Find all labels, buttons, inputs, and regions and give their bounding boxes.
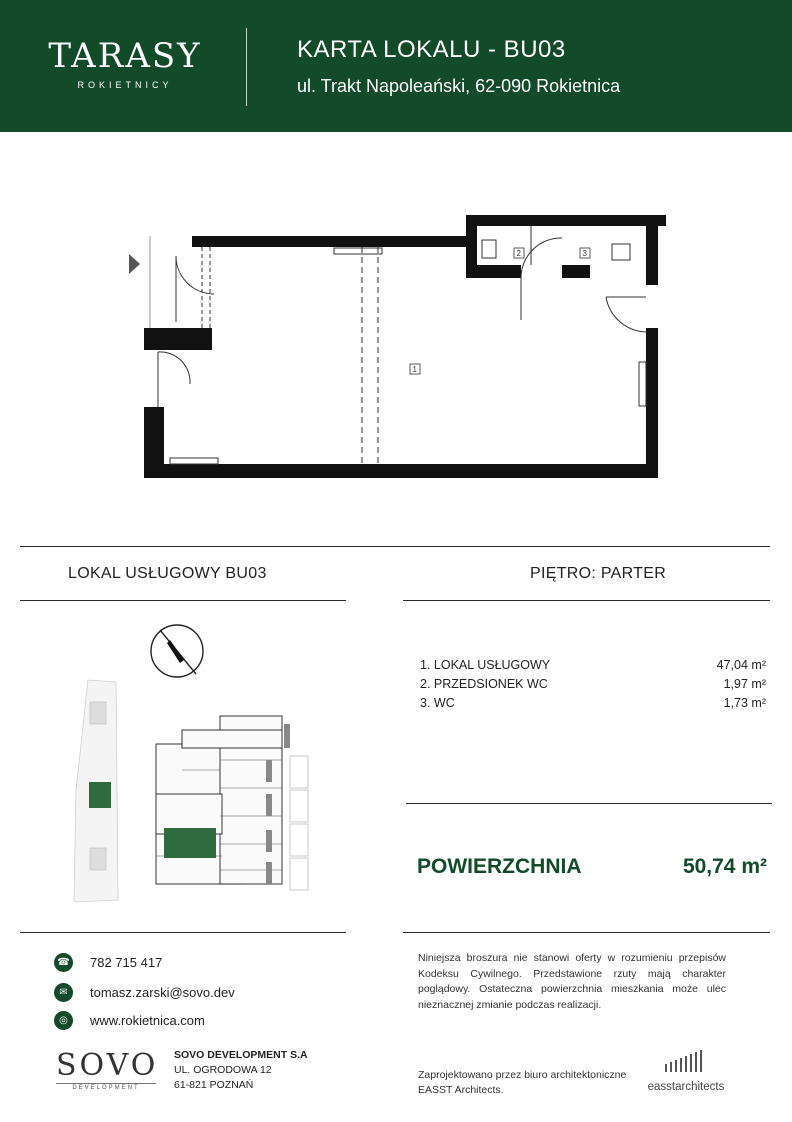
room-area: 47,04 m²: [716, 658, 766, 672]
company-name: SOVO DEVELOPMENT S.A: [174, 1049, 308, 1061]
plan-sink-fixture: [482, 240, 496, 258]
plan-wall-left-lower: [144, 407, 164, 478]
plan-wall-wc-top: [466, 215, 666, 226]
plan-wall-wc-bottom-left: [477, 265, 521, 278]
plan-wall-wc-left: [466, 215, 477, 278]
header-banner: [0, 0, 792, 132]
plan-radiator-bottom: [170, 458, 218, 464]
floor-plan: [126, 212, 666, 487]
globe-icon: ◎: [54, 1011, 73, 1030]
architect-logo-mark: [661, 1050, 711, 1074]
plan-wall-wc-right: [646, 215, 658, 285]
plan-door-arc-right: [606, 297, 646, 332]
plan-room-label-1: 1: [412, 365, 417, 374]
total-label: POWIERZCHNIA: [417, 855, 582, 878]
brand-name: TARASY: [48, 36, 202, 76]
address: ul. Trakt Napoleański, 62-090 Rokietnica: [297, 76, 621, 96]
plan-wall-wc-bottom-middle: [562, 265, 590, 278]
header-divider: [246, 28, 247, 106]
section-divider-left: [20, 600, 346, 601]
developer-logo-sub: DEVELOPMENT: [56, 1083, 156, 1091]
plan-door-arc-wc-vestibule: [521, 238, 562, 278]
disclaimer-text: Niniejsza broszura nie stanowi oferty w rozumieniu przepisów Kodeksu Cywilnego. Przedstawione rzuty mają charakter poglądowy. Ostateczna powierzchnia mieszkania może ulec nieznacznej zmianie podczas realizacji.: [418, 952, 726, 1011]
developer-address: [174, 1048, 308, 1093]
developer-logo-name: SOVO: [56, 1048, 159, 1083]
architect-logo-text: easstarchitects: [647, 1081, 725, 1093]
room-area: 1,97 m²: [723, 677, 766, 691]
plan-room-label-3: 3: [582, 249, 587, 258]
company-street: UL. OGRODOWA 12: [174, 1064, 272, 1076]
plan-radiator-right: [639, 362, 646, 406]
plan-door-arc-entrance: [176, 256, 214, 294]
list-item: [420, 656, 766, 675]
page-title: KARTA LOKALU - BU03: [297, 36, 566, 63]
room-list: [420, 656, 766, 713]
plan-wall-bottom: [144, 464, 658, 478]
plan-wall-right: [646, 328, 658, 478]
site-plan: [60, 670, 310, 920]
room-area: 1,73 m²: [723, 696, 766, 710]
list-item: [420, 694, 766, 713]
unit-floor: PIĘTRO: PARTER: [530, 565, 667, 582]
contact-divider-left: [20, 932, 346, 933]
plan-wall-top: [192, 236, 474, 247]
plan-room-label-2: 2: [516, 249, 521, 258]
list-item: [420, 675, 766, 694]
plan-toilet-fixture: [612, 244, 630, 260]
plan-wall-vestibule: [144, 328, 212, 350]
plan-radiator-top: [334, 248, 382, 254]
site-highlight-building: [89, 782, 111, 808]
phone-icon: ☎: [54, 953, 73, 972]
brand-logo: [40, 36, 210, 90]
site-highlight-unit: [164, 828, 216, 858]
envelope-icon: ✉: [54, 983, 73, 1002]
architect-note: Zaprojektowano przez biuro architektoniczne EASST Architects.: [418, 1069, 627, 1096]
website-link[interactable]: www.rokietnica.com: [90, 1013, 205, 1028]
contact-website[interactable]: [54, 1011, 205, 1030]
section-divider-right: [403, 600, 770, 601]
phone-number[interactable]: 782 715 417: [90, 955, 163, 970]
brand-subtitle: ROKIETNICY: [77, 80, 173, 90]
company-city: 61-821 POZNAŃ: [174, 1079, 254, 1091]
email-link[interactable]: tomasz.zarski@sovo.dev: [90, 985, 235, 1000]
plan-door-arc-side: [158, 352, 190, 384]
total-divider: [406, 803, 772, 804]
total-area: [417, 855, 767, 879]
total-value: 50,74 m²: [682, 855, 767, 878]
architect-logo: [640, 1050, 732, 1093]
developer-logo: [56, 1048, 159, 1091]
contact-divider-right: [403, 932, 770, 933]
contact-email[interactable]: [54, 983, 235, 1002]
unit-name: LOKAL USŁUGOWY BU03: [68, 565, 267, 582]
section-divider-top: [20, 546, 770, 547]
plan-entrance-arrow: [129, 254, 140, 274]
room-name: 2. PRZEDSIONEK WC: [420, 677, 548, 691]
room-name: 3. WC: [420, 696, 455, 710]
contact-phone[interactable]: [54, 953, 162, 972]
room-name: 1. LOKAL USŁUGOWY: [420, 658, 551, 672]
plan-wall-corner: [196, 236, 212, 246]
